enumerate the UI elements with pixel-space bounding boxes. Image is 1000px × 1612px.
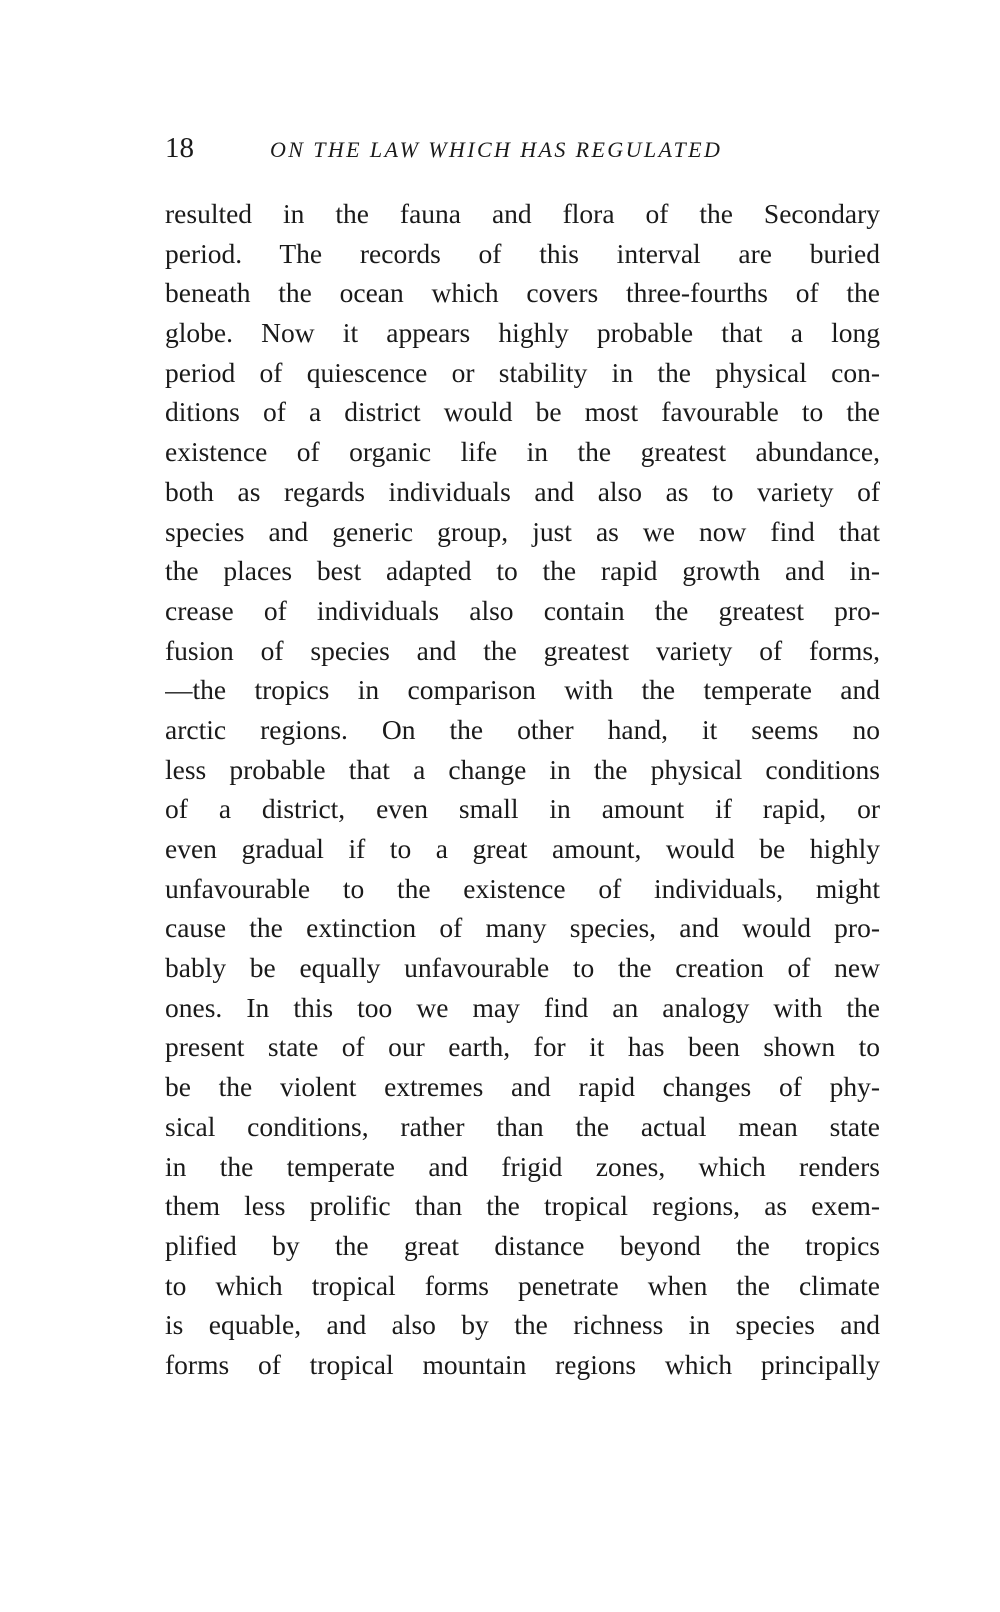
text-line: plified by the great distance beyond the tropics [165,1229,880,1261]
text-line: species and generic group, just as we now find that [165,515,880,547]
body-paragraph [165,194,880,1385]
text-line: present state of our earth, for it has been shown to [165,1031,880,1063]
text-line: less probable that a change in the physical conditions [165,753,880,785]
text-line: sical conditions, rather than the actual mean state [165,1110,880,1142]
text-line: in the temperate and frigid zones, which renders [165,1150,880,1182]
text-line: both as regards individuals and also as to variety of [165,475,880,507]
text-line: period of quiescence or stability in the physical con- [165,356,880,388]
text-line: globe. Now it appears highly probable that a long [165,317,880,349]
text-line: of a district, even small in amount if rapid, or [165,793,880,825]
running-head [165,130,885,170]
text-line: to which tropical forms penetrate when the climate [165,1269,880,1301]
text-line: even gradual if to a great amount, would be highly [165,833,880,864]
text-line: unfavourable to the existence of individuals, might [165,872,880,904]
text-line: —the tropics in comparison with the temperate and [165,674,880,706]
text-line: beneath the ocean which covers three-fourths of the [165,277,880,309]
text-line: fusion of species and the greatest variety of forms, [165,634,880,666]
text-line: period. The records of this interval are buried [165,237,880,269]
text-line: ones. In this too we may find an analogy with the [165,991,880,1023]
text-line: arctic regions. On the other hand, it seems no [165,713,880,745]
text-line: be the violent extremes and rapid changes of phy- [165,1071,880,1103]
text-line: cause the extinction of many species, and would pro- [165,912,880,944]
text-line: the places best adapted to the rapid growth and in- [165,555,880,587]
running-title: ON THE LAW WHICH HAS REGULATED [270,137,723,162]
text-line: is equable, and also by the richness in species and [165,1309,880,1341]
text-line: forms of tropical mountain regions which principally [165,1348,880,1380]
page-number: 18 [165,132,194,164]
text-line: ditions of a district would be most favourable to the [165,396,880,428]
text-line: crease of individuals also contain the greatest pro- [165,594,880,626]
text-line: them less prolific than the tropical regions, as exem- [165,1190,880,1222]
text-line: existence of organic life in the greatest abundance, [165,436,880,468]
text-line: resulted in the fauna and flora of the Secondary [165,198,880,229]
text-line: bably be equally unfavourable to the creation of new [165,952,880,984]
